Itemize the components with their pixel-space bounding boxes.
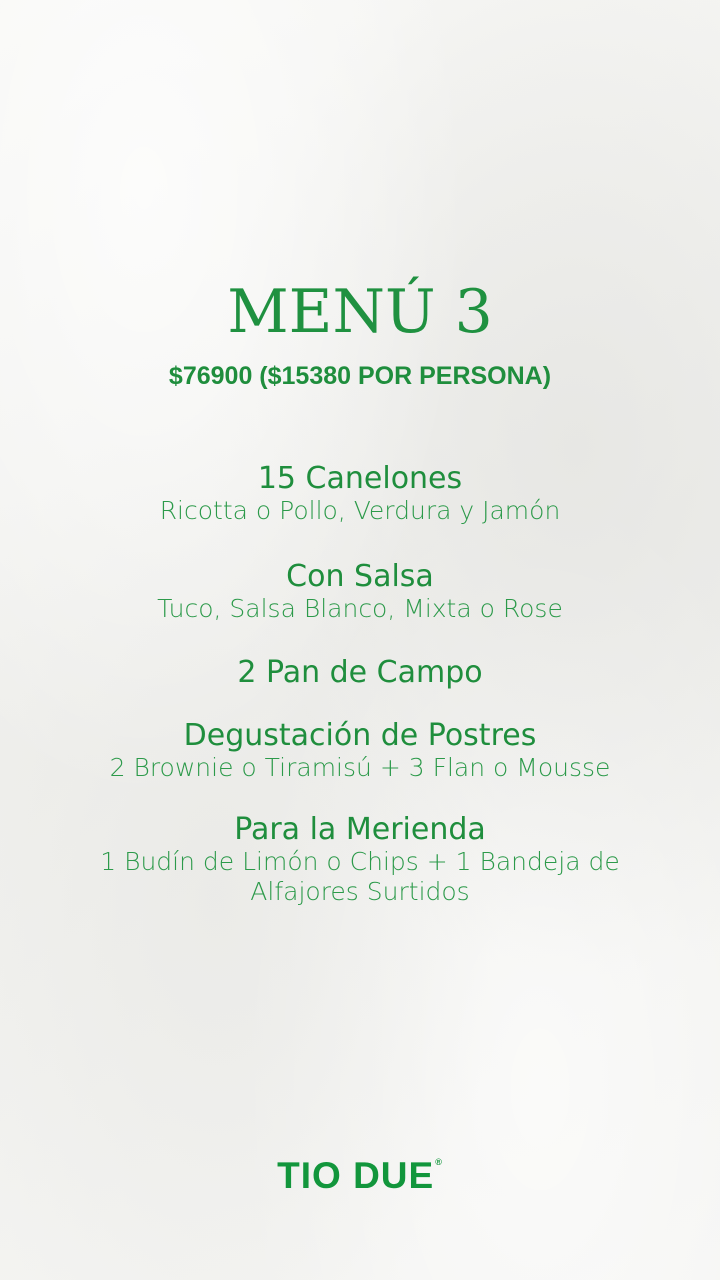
section-detail: Ricotta o Pollo, Verdura y Jamón <box>159 496 561 525</box>
brand-logo <box>0 1152 720 1200</box>
section-detail: 2 Brownie o Tiramisú + 3 Flan o Mousse <box>109 753 611 782</box>
brand-logo-text: TIO DUE <box>277 1155 435 1196</box>
menu-section-merienda <box>0 813 720 907</box>
section-detail: 1 Budín de Limón o Chips + 1 Bandeja de <box>100 847 620 876</box>
menu-section-salsa <box>0 560 720 624</box>
section-heading: Para la Merienda <box>234 812 486 847</box>
section-heading: 2 Pan de Campo <box>237 655 483 690</box>
section-heading: Con Salsa <box>286 559 434 594</box>
menu-section-canelones <box>0 462 720 526</box>
section-heading: 15 Canelones <box>257 461 463 496</box>
menu-section-postres <box>0 719 720 783</box>
menu-title: MENÚ 3 <box>227 277 493 347</box>
section-heading: Degustación de Postres <box>183 718 537 753</box>
registered-mark: ® <box>435 1157 443 1167</box>
section-detail: Tuco, Salsa Blanco, Mixta o Rose <box>157 594 563 623</box>
menu-section-pan <box>0 656 720 690</box>
section-detail: Alfajores Surtidos <box>250 877 470 906</box>
menu-price: $76900 ($15380 POR PERSONA) <box>168 362 552 390</box>
